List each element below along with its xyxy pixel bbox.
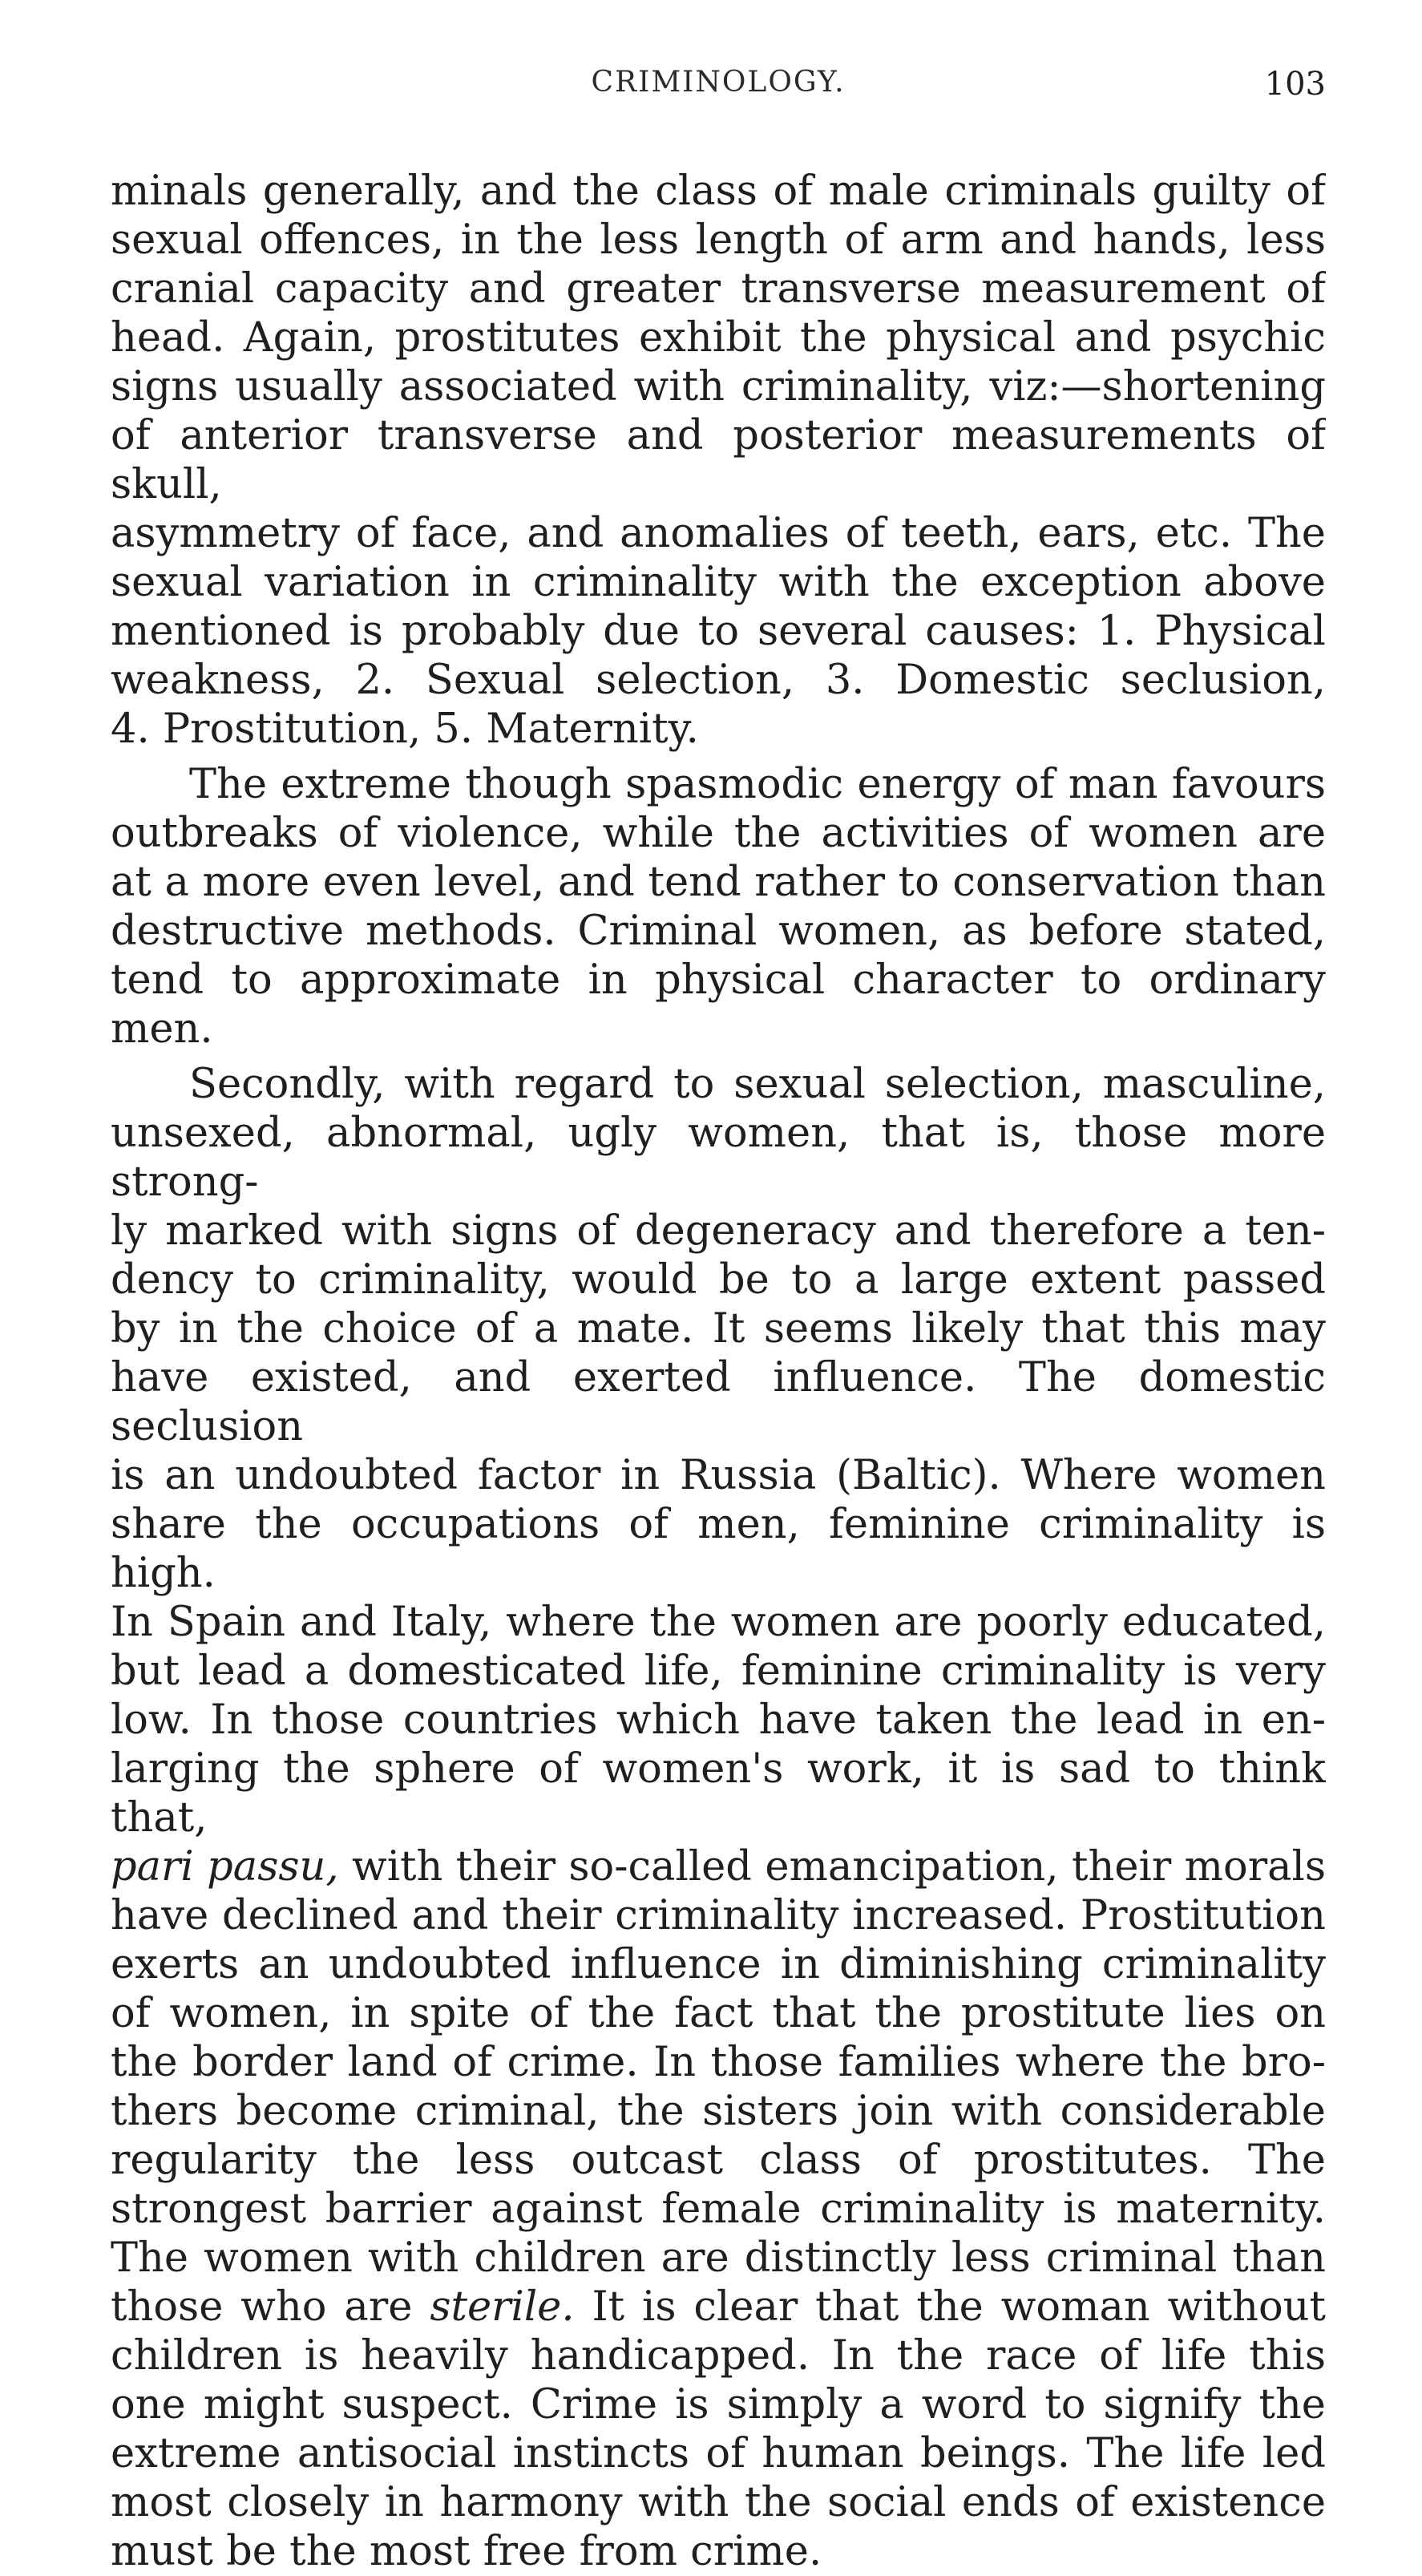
text-line: unsexed, abnormal, ugly women, that is, those more strong-	[111, 1110, 1326, 1206]
text-segment: with their so-called emancipation, their morals	[338, 1843, 1326, 1891]
text-line: In Spain and Italy, where the women are poorly educated,	[111, 1599, 1326, 1646]
text-line: at a more even level, and tend rather to conservation than	[111, 859, 1326, 906]
text-line: strongest barrier against female criminality is maternity.	[111, 2186, 1326, 2233]
text-line: of women, in spite of the fact that the prostitute lies on	[111, 1990, 1326, 2037]
text-line: is an undoubted factor in Russia (Baltic). Where women	[111, 1452, 1326, 1499]
text-line: tend to approximate in physical character to ordinary	[111, 956, 1326, 1004]
italic-phrase: pari passu,	[111, 1843, 339, 1891]
text-line: low. In those countries which have taken the lead in en-	[111, 1696, 1326, 1744]
text-segment: those who are	[111, 2283, 430, 2331]
text-line: thers become criminal, the sisters join with considerable	[111, 2088, 1326, 2135]
text-line: but lead a domesticated life, feminine criminality is very	[111, 1648, 1326, 1695]
text-line: have existed, and exerted influence. The domestic seclusion	[111, 1354, 1326, 1450]
text-line: signs usually associated with criminality, viz:—shortening	[111, 363, 1326, 410]
text-line: exerts an undoubted influence in diminishing criminality	[111, 1941, 1326, 1988]
italic-word: sterile.	[430, 2283, 575, 2331]
text-line: destructive methods. Criminal women, as before stated,	[111, 908, 1326, 955]
running-head	[111, 66, 1326, 115]
text-line: cranial capacity and greater transverse measurement of	[111, 265, 1326, 313]
text-line: sexual offences, in the less length of arm and hands, less	[111, 216, 1326, 264]
paragraph-sexual-selection	[111, 1060, 1326, 2576]
paragraph-continued	[111, 167, 1326, 754]
text-line: minals generally, and the class of male criminals guilty of	[111, 168, 1326, 215]
text-line: The women with children are distinctly less criminal than	[111, 2234, 1326, 2282]
text-line: most closely in harmony with the social ends of existence	[111, 2479, 1326, 2526]
text-line: children is heavily handicapped. In the race of life this	[111, 2332, 1326, 2380]
text-line: weakness, 2. Sexual selection, 3. Domestic seclusion,	[111, 657, 1326, 704]
running-title: CRIMINOLOGY.	[591, 66, 846, 99]
text-line: outbreaks of violence, while the activities of women are	[111, 810, 1326, 857]
paragraph-energy-of-man	[111, 760, 1326, 1053]
text-line: 4. Prostitution, 5. Maternity.	[111, 706, 699, 753]
text-line: regularity the less outcast class of prostitutes. The	[111, 2137, 1326, 2184]
text-line: have declined and their criminality increased. Prostitution	[111, 1892, 1326, 1939]
text-line: one might suspect. Crime is simply a word to signify the	[111, 2381, 1326, 2428]
text-line: The extreme though spasmodic energy of man favours	[189, 761, 1326, 808]
text-line: men.	[111, 1005, 213, 1053]
text-segment: It is clear that the woman without	[574, 2283, 1326, 2331]
page-body	[111, 167, 1326, 2576]
text-line: dency to criminality, would be to a large extent passed	[111, 1256, 1326, 1304]
text-line: asymmetry of face, and anomalies of teeth, ears, etc. The	[111, 510, 1326, 557]
text-line: head. Again, prostitutes exhibit the physical and psychic	[111, 314, 1326, 362]
text-line: the border land of crime. In those families where the bro-	[111, 2039, 1326, 2086]
text-line: by in the choice of a mate. It seems likely that this may	[111, 1305, 1326, 1353]
page-number: 103	[1264, 66, 1326, 103]
text-line: mentioned is probably due to several causes: 1. Physical	[111, 608, 1326, 655]
text-line	[111, 1842, 1326, 1891]
text-line: Secondly, with regard to sexual selection, masculine,	[189, 1061, 1326, 1108]
text-line: ly marked with signs of degeneracy and therefore a ten-	[111, 1207, 1326, 1255]
text-line	[111, 2283, 1326, 2331]
text-line: of anterior transverse and posterior measurements of skull,	[111, 412, 1326, 508]
text-line: share the occupations of men, feminine criminality is high.	[111, 1501, 1326, 1597]
text-line: must be the most free from crime.	[111, 2528, 822, 2575]
text-line: extreme antisocial instincts of human beings. The life led	[111, 2430, 1326, 2477]
text-line: sexual variation in criminality with the exception above	[111, 559, 1326, 606]
text-line: larging the sphere of women's work, it is sad to think that,	[111, 1745, 1326, 1842]
